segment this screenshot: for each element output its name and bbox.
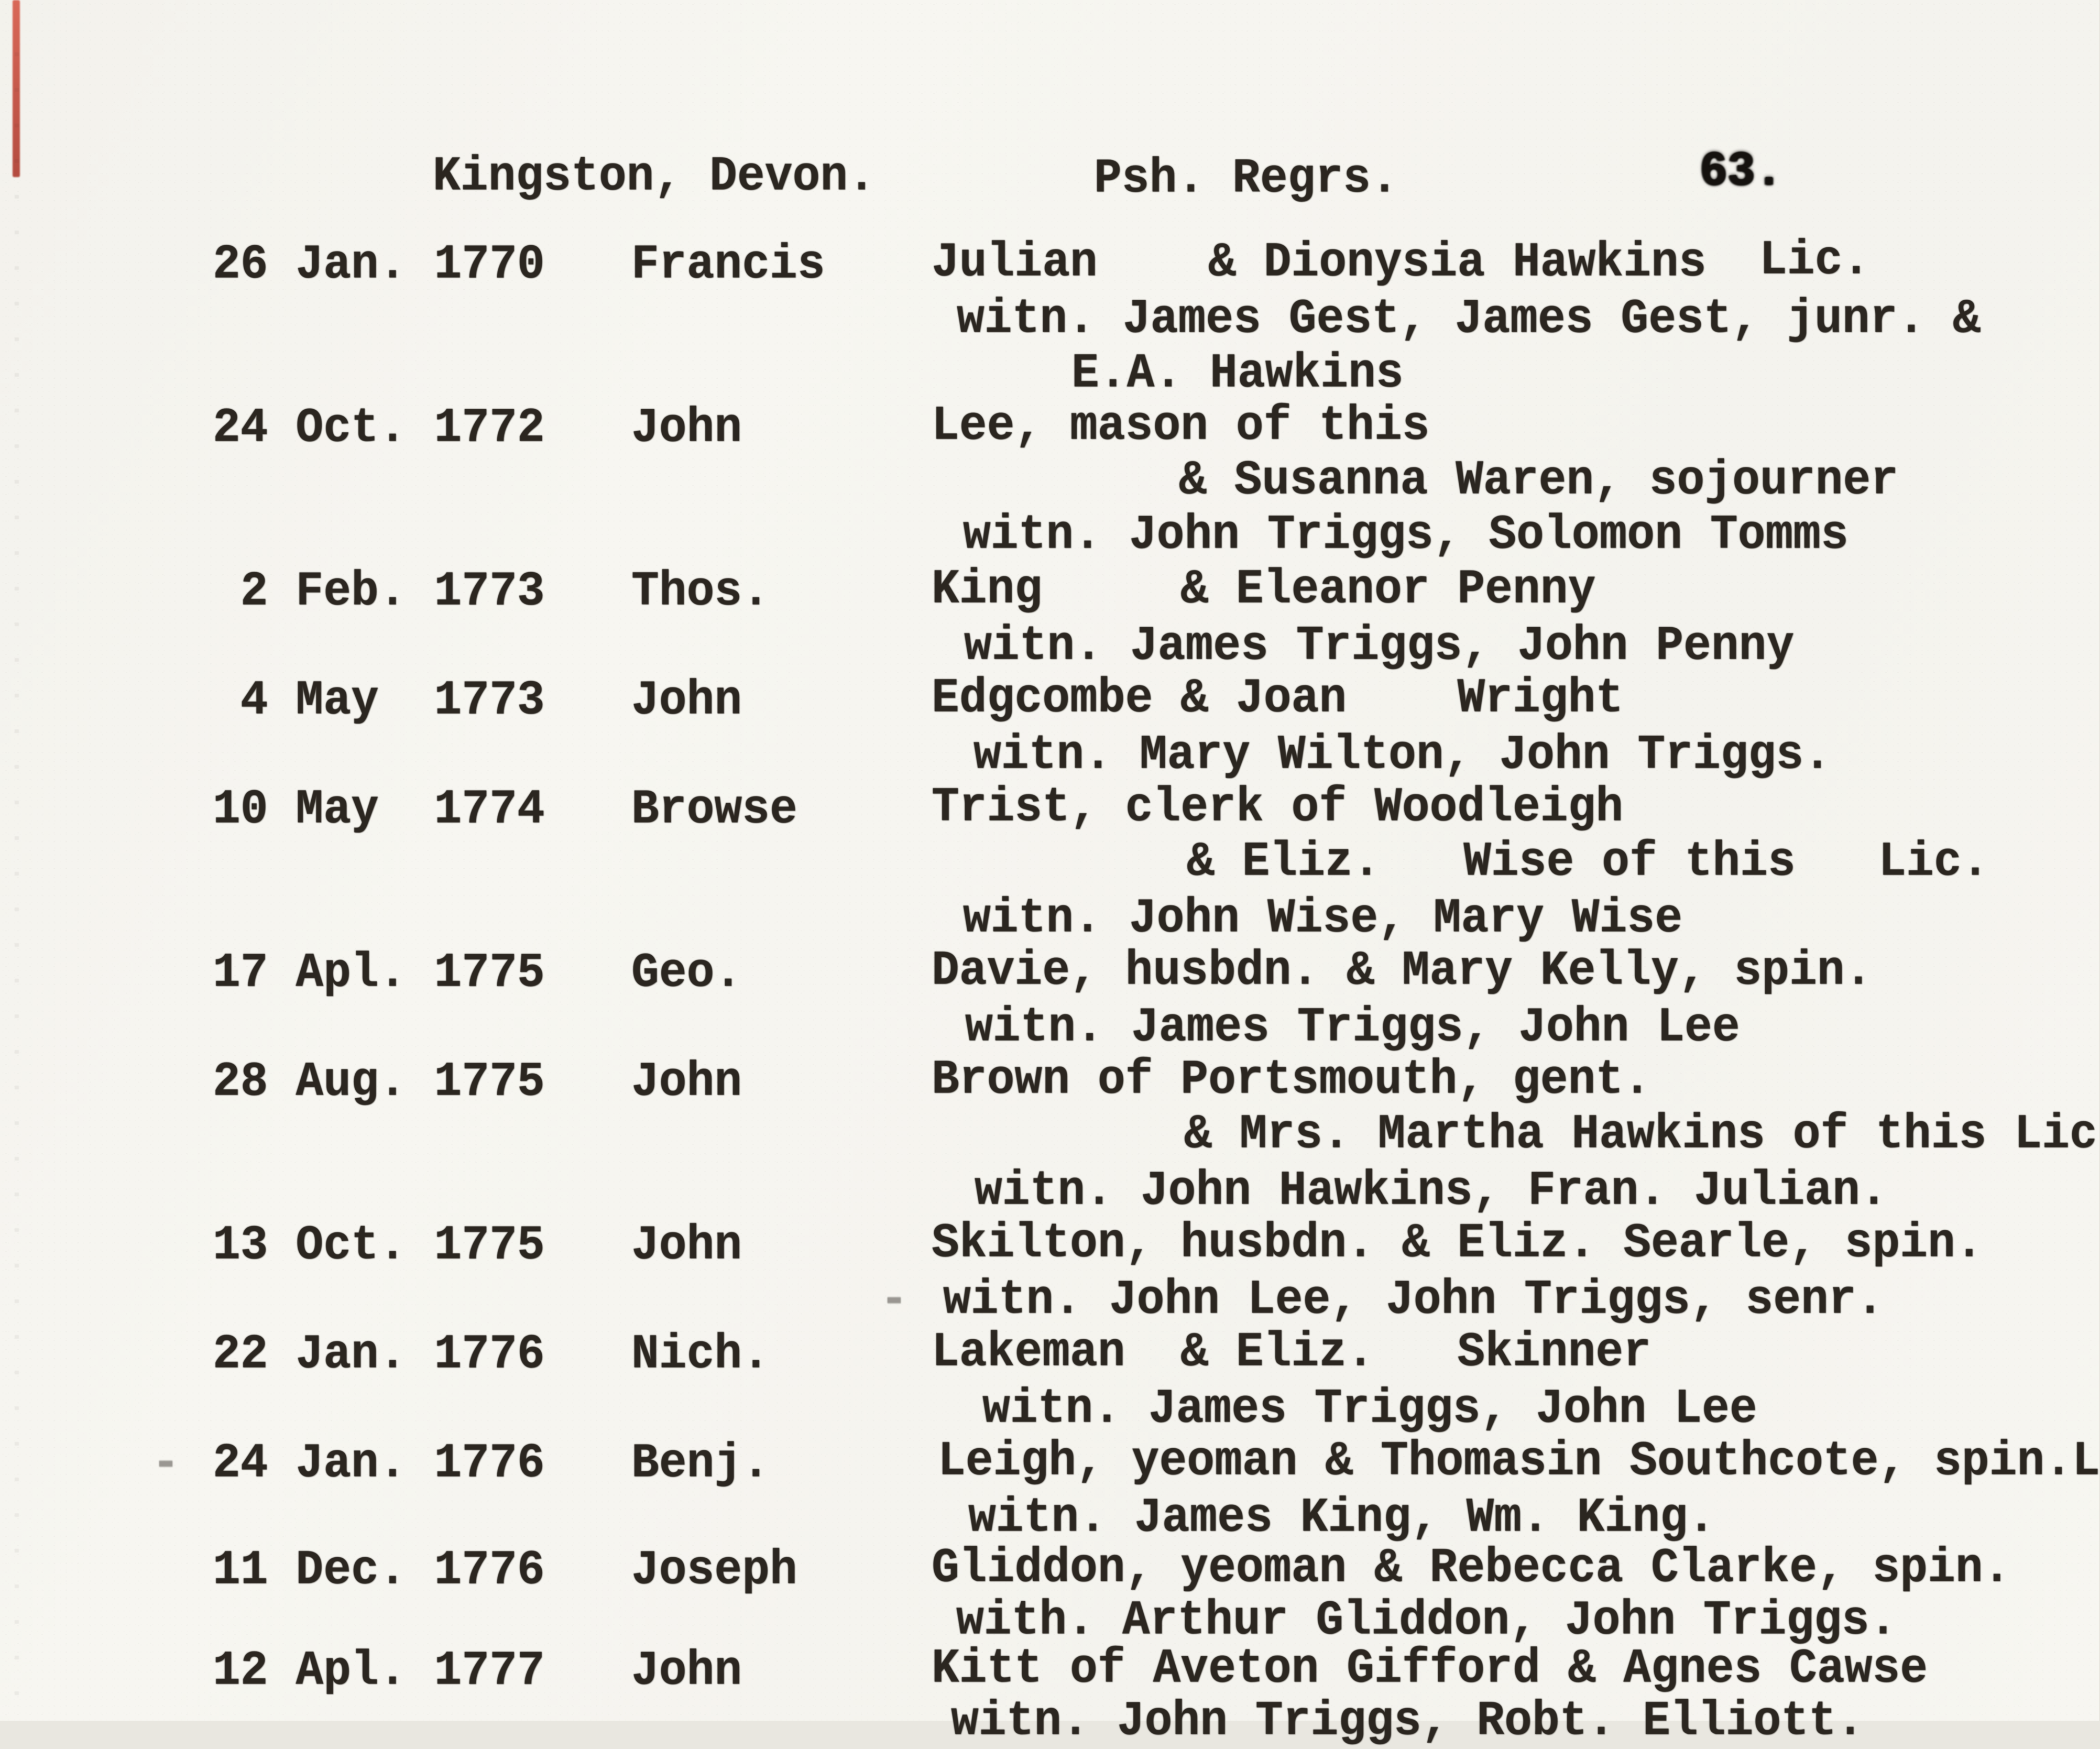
e4-date: 4 May 1773 [213, 673, 545, 728]
e4-witnesses: witn. Mary Wilton, John Triggs. [974, 728, 1832, 783]
e2-detail: Lee, mason of this [932, 399, 1430, 454]
e1-lic-mark: Lic. [1759, 233, 1871, 288]
e9-groom-name: Nich. [631, 1327, 770, 1382]
e7-detail-cont: & Mrs. Martha Hawkins of this Lic [1184, 1107, 2097, 1162]
e6-witnesses: witn. James Triggs, John Lee [965, 1000, 1740, 1055]
e7-groom-name: John [631, 1055, 742, 1110]
e5-groom-name: Browse [631, 782, 797, 837]
e11-groom-name: Joseph [631, 1543, 797, 1598]
e10-date: 24 Jan. 1776 [213, 1436, 545, 1491]
e10-detail: Leigh, yeoman & Thomasin Southcote, spin.L [938, 1434, 2100, 1489]
e2-witnesses: witn. John Triggs, Solomon Tomms [963, 508, 1849, 563]
e10-witnesses: witn. James King, Wm. King. [968, 1491, 1715, 1546]
e5-detail-cont: & Eliz. Wise of this Lic. [1187, 835, 1989, 890]
e5-witnesses: witn. John Wise, Mary Wise [963, 891, 1683, 946]
e10-groom-name: Benj. [631, 1436, 770, 1491]
e11-detail: Gliddon, yeoman & Rebecca Clarke, spin. [932, 1541, 2011, 1596]
e8-date: 13 Oct. 1775 [213, 1218, 545, 1273]
e4-detail: Edgcombe & Joan Wright [932, 671, 1624, 726]
e9-detail: Lakeman & Eliz. Skinner [932, 1325, 1651, 1380]
e7-date: 28 Aug. 1775 [213, 1055, 545, 1110]
e1-date: 26 Jan. 1770 [213, 237, 545, 292]
e2-detail-cont: & Susanna Waren, sojourner [1179, 453, 1899, 508]
e1-groom-name: Francis [631, 237, 825, 292]
e2-date: 24 Oct. 1772 [213, 401, 545, 456]
e3-detail: King & Eleanor Penny [932, 562, 1596, 617]
e1-witnesses-cont: E.A. Hawkins [1071, 346, 1404, 401]
e2-groom-name: John [631, 401, 742, 456]
e1-witnesses: witn. James Gest, James Gest, junr. & [957, 292, 1981, 347]
e9-date: 22 Jan. 1776 [213, 1327, 545, 1382]
e7-witnesses: witn. John Hawkins, Fran. Julian. [975, 1164, 1888, 1219]
e3-witnesses: witn. James Triggs, John Penny [964, 619, 1795, 674]
e11-date: 11 Dec. 1776 [213, 1543, 545, 1598]
e1-detail: Julian & Dionysia Hawkins [932, 235, 1707, 290]
e3-date: 2 Feb. 1773 [213, 564, 545, 619]
e11-witnesses: with. Arthur Gliddon, John Triggs. [956, 1593, 1897, 1648]
e7-detail: Brown of Portsmouth, gent. [932, 1053, 1651, 1108]
e3-groom-name: Thos. [631, 564, 770, 619]
header-register-type: Psh. Regrs. [1094, 151, 1398, 206]
e8-detail: Skilton, husbdn. & Eliz. Searle, spin. [932, 1216, 1983, 1271]
e8-witness-dash: - [880, 1273, 908, 1328]
e4-groom-name: John [631, 673, 742, 728]
e12-date: 12 Apl. 1777 [213, 1644, 545, 1699]
header-page-number: 63. [1700, 144, 1783, 199]
e12-detail: Kitt of Aveton Gifford & Agnes Cawse [932, 1642, 1928, 1697]
e9-witnesses: witn. James Triggs, John Lee [982, 1382, 1757, 1437]
scan-edge-specks [15, 52, 19, 1721]
e12-groom-name: John [631, 1644, 742, 1699]
e5-date: 10 May 1774 [213, 782, 545, 837]
e6-date: 17 Apl. 1775 [213, 946, 545, 1001]
e12-witnesses: witn. John Triggs, Robt. Elliott. [951, 1694, 1864, 1749]
e8-groom-name: John [631, 1218, 742, 1273]
e5-detail: Trist, clerk of Woodleigh [932, 780, 1624, 835]
e10-margin-dash: - [152, 1436, 180, 1491]
e8-witnesses: witn. John Lee, John Triggs, senr. [943, 1273, 1884, 1328]
header-place: Kingston, Devon. [433, 149, 876, 204]
e6-groom-name: Geo. [631, 946, 742, 1001]
e6-detail: Davie, husbdn. & Mary Kelly, spin. [932, 944, 1873, 999]
